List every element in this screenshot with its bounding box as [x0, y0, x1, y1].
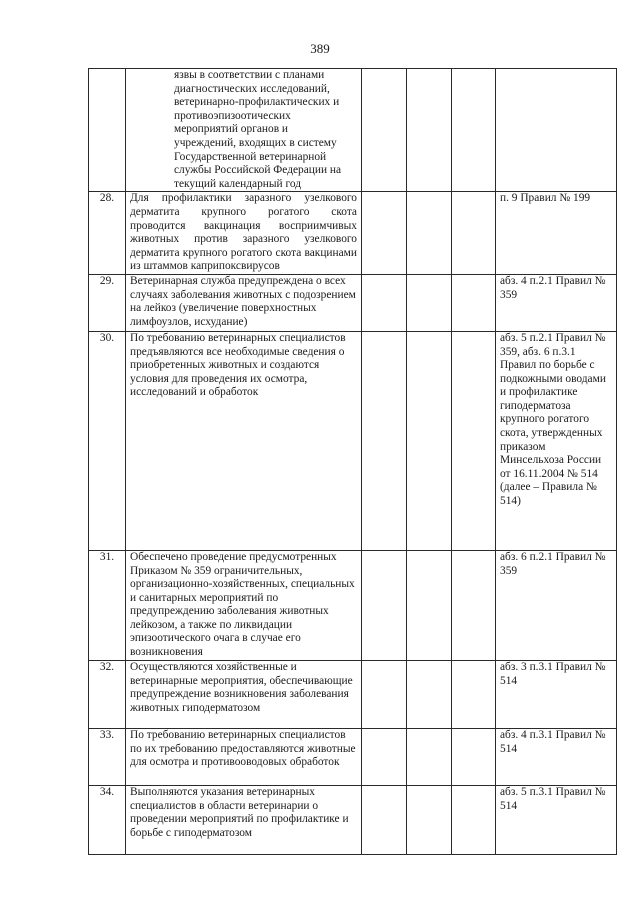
reference-text: абз. 6 п.2.1 Правил № 359 [496, 550, 617, 660]
answer-cell-na [452, 274, 496, 331]
answer-cell-na [452, 660, 496, 728]
reference-text: абз. 5 п.3.1 Правил № 514 [496, 785, 617, 854]
row-number: 31. [89, 550, 126, 660]
row-number: 33. [89, 728, 126, 785]
answer-cell-no [407, 331, 452, 550]
reference-text: п. 9 Правил № 199 [496, 192, 617, 275]
answer-cell-yes [362, 192, 407, 275]
answer-cell-no [407, 550, 452, 660]
answer-cell-na [452, 728, 496, 785]
answer-cell-no [407, 69, 452, 192]
answer-cell-yes [362, 785, 407, 854]
answer-cell-no [407, 785, 452, 854]
answer-cell-yes [362, 274, 407, 331]
answer-cell-no [407, 274, 452, 331]
answer-cell-no [407, 728, 452, 785]
answer-cell-yes [362, 331, 407, 550]
table-row [89, 69, 617, 192]
answer-cell-yes [362, 660, 407, 728]
table-row [89, 550, 617, 660]
requirement-text: язвы в соответствии с планами диагностических исследований, ветеринарно-профилактических и противоэпизоотических мероприятий органов и учреждений, входящих в систему Государственной ветеринарной службы Российской Федерации на текущий календарный год [126, 69, 362, 192]
answer-cell-na [452, 331, 496, 550]
answer-cell-na [452, 785, 496, 854]
requirement-text: Выполняются указания ветеринарных специалистов в области ветеринарии о проведении мероприятий по профилактике и борьбе с гиподерматозом [126, 785, 362, 854]
requirement-text: Для профилактики заразного узелкового дерматита крупного рогатого скота проводится вакцинация восприимчивых животных против заразного узелкового дерматита крупного рогатого скота вакцинами из штаммов каприпоксвирусов [126, 192, 362, 275]
answer-cell-no [407, 192, 452, 275]
answer-cell-no [407, 660, 452, 728]
answer-cell-yes [362, 728, 407, 785]
requirement-text: По требованию ветеринарных специалистов предъявляются все необходимые сведения о приобретенных животных и создаются условия для проведения их осмотра, исследований и обработок [126, 331, 362, 550]
checklist-table [88, 68, 617, 855]
table-row [89, 192, 617, 275]
row-number: 32. [89, 660, 126, 728]
table-row [89, 331, 617, 550]
answer-cell-yes [362, 69, 407, 192]
answer-cell-na [452, 192, 496, 275]
page-number: 389 [310, 41, 330, 56]
row-number: 29. [89, 274, 126, 331]
reference-text [496, 69, 617, 192]
row-number: 34. [89, 785, 126, 854]
table-row [89, 660, 617, 728]
requirement-text: Обеспечено проведение предусмотренных Приказом № 359 ограничительных, организационно-хозяйственных, специальных и санитарных мероприятий по предупреждению заболевания животных лейкозом, а также по ликвидации эпизоотического очага в случае его возникновения [126, 550, 362, 660]
table-row [89, 785, 617, 854]
requirement-text: Осуществляются хозяйственные и ветеринарные мероприятия, обеспечивающие предупреждение возникновения заболевания животных гиподерматозом [126, 660, 362, 728]
table-row [89, 728, 617, 785]
reference-text: абз. 5 п.2.1 Правил № 359, абз. 6 п.3.1 Правил по борьбе с подкожными оводами и профилактике гиподерматоза крупного рогатого скота, утвержденных приказом Минсельхоза России от 16.11.2004 № 514 (далее – Правила № 514) [496, 331, 617, 550]
reference-text: абз. 3 п.3.1 Правил № 514 [496, 660, 617, 728]
answer-cell-na [452, 69, 496, 192]
requirement-text: По требованию ветеринарных специалистов по их требованию предоставляются животные для осмотра и противооводовых обработок [126, 728, 362, 785]
reference-text: абз. 4 п.2.1 Правил № 359 [496, 274, 617, 331]
row-number [89, 69, 126, 192]
answer-cell-yes [362, 550, 407, 660]
row-number: 30. [89, 331, 126, 550]
answer-cell-na [452, 550, 496, 660]
table-row [89, 274, 617, 331]
reference-text: абз. 4 п.3.1 Правил № 514 [496, 728, 617, 785]
requirement-text: Ветеринарная служба предупреждена о всех случаях заболевания животных с подозрением на лейкоз (увеличение поверхностных лимфоузлов, исхудание) [126, 274, 362, 331]
row-number: 28. [89, 192, 126, 275]
